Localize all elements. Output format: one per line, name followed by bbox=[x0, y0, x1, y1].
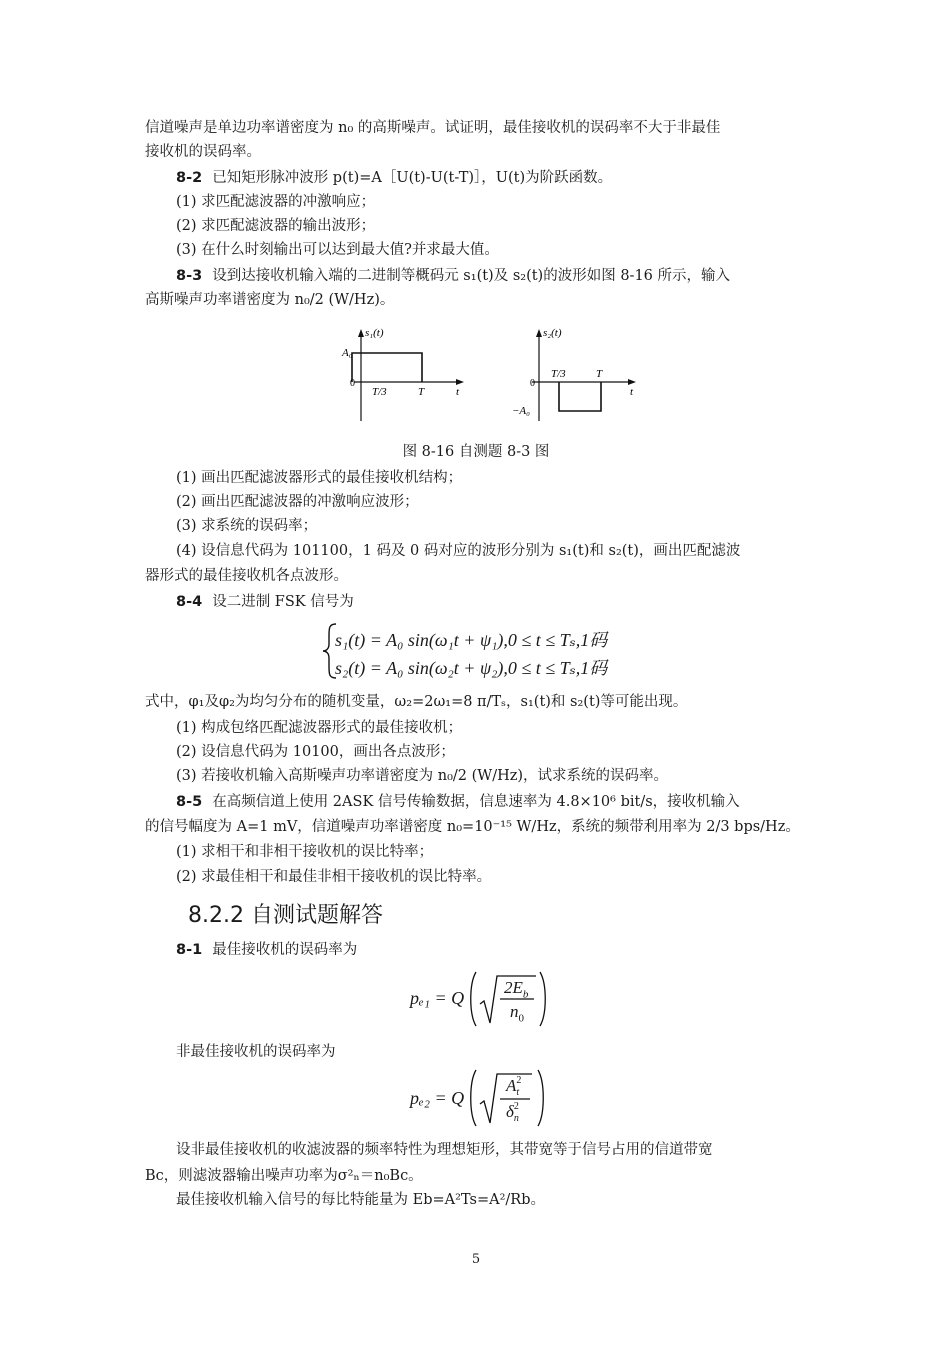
text-line: 设二进制 FSK 信号为 bbox=[212, 594, 354, 610]
text-line: (1) 构成包络匹配滤波器形式的最佳接收机； bbox=[176, 720, 463, 736]
denominator-text: n bbox=[510, 1002, 519, 1021]
text-line: (2) 设信息代码为 10100，画出各点波形； bbox=[176, 744, 455, 760]
problem-8-4 bbox=[176, 592, 810, 613]
text-line: 器形式的最佳接收机各点波形。 bbox=[145, 568, 348, 584]
figure-8-16 bbox=[330, 325, 650, 425]
problem-label: 8-5 bbox=[176, 794, 203, 810]
text-line: (2) 求最佳相干和最佳非相干接收机的误比特率。 bbox=[176, 869, 492, 885]
amp-neg-label: −A₀ bbox=[512, 405, 530, 417]
text-line: (4) 设信息代码为 101100，1 码及 0 码对应的波形分别为 s₁(t)和 s₂(t)，画出匹配滤波 bbox=[176, 543, 741, 559]
equation-fsk-s2: s₂(t) = A₀ sin(ω₂t + ψ₂),0 ≤ t ≤ Tₛ,1码 bbox=[335, 658, 608, 678]
x-axis-arrow bbox=[628, 379, 636, 385]
numerator-sub: t bbox=[516, 1087, 520, 1098]
text-line: 设到达接收机输入端的二进制等概码元 s₁(t)及 s₂(t)的波形如图 8-16 所示，输入 bbox=[212, 268, 731, 284]
text-line: (1) 求匹配滤波器的冲激响应； bbox=[176, 194, 376, 210]
x-axis-arrow bbox=[456, 379, 464, 385]
s2-pulse bbox=[559, 382, 601, 411]
equation-pe2 bbox=[410, 1066, 550, 1130]
text-line: (3) 若接收机输入高斯噪声功率谱密度为 n₀/2 (W/Hz)，试求系统的误码率。 bbox=[176, 768, 669, 784]
numerator bbox=[506, 1076, 524, 1096]
text-line: 最佳接收机输入信号的每比特能量为 Eb=A²Ts=A²/Rb。 bbox=[176, 1192, 545, 1208]
text-line: 高斯噪声功率谱密度为 n₀/2 (W/Hz)。 bbox=[145, 292, 395, 308]
numerator-sub: b bbox=[522, 988, 529, 1001]
s1-pulse bbox=[352, 353, 422, 382]
equation-pe1 bbox=[410, 968, 550, 1030]
text-line: 式中，φ₁及φ₂为均匀分布的随机变量，ω₂=2ω₁=8 π/Tₛ，s₁(t)和 s₂(t)等可能出现。 bbox=[145, 694, 688, 710]
problem-label: 8-4 bbox=[176, 594, 203, 610]
text-line: 设非最佳接收机的收滤波器的频率特性为理想矩形，其带宽等于信号占用的信道带宽 bbox=[176, 1142, 713, 1158]
numerator-text: A bbox=[506, 1076, 517, 1095]
equation-fsk-s1: s₁(t) = A₀ sin(ω₁t + ψ₁),0 ≤ t ≤ Tₛ,1码 bbox=[335, 630, 608, 650]
text-line: 最佳接收机的误码率为 bbox=[212, 942, 358, 958]
section-title: 8.2.2 自测试题解答 bbox=[188, 903, 383, 928]
page-number: 5 bbox=[471, 1252, 481, 1267]
numerator-sup: 2 bbox=[516, 1075, 522, 1086]
numerator-text: 2E bbox=[504, 978, 523, 997]
problem-label: 8-2 bbox=[176, 170, 203, 186]
text-line: 信道噪声是单边功率谱密度为 n₀ 的高斯噪声。试证明，最佳接收机的误码率不大于非最佳 bbox=[145, 120, 721, 136]
problem-8-3 bbox=[176, 266, 810, 287]
denominator-text: δ bbox=[506, 1102, 514, 1121]
tick-t3-label: T/3 bbox=[551, 368, 566, 380]
x-label: t bbox=[630, 386, 634, 398]
problem-8-5 bbox=[176, 792, 810, 813]
figure-caption: 图 8-16 自测题 8-3 图 bbox=[402, 444, 550, 460]
tick-t3-label: T/3 bbox=[372, 386, 387, 398]
s1-label: s₁(t) bbox=[365, 327, 384, 339]
x-label: t bbox=[456, 386, 460, 398]
denominator-sub: n bbox=[513, 1113, 519, 1124]
denominator-sub: 0 bbox=[518, 1012, 524, 1025]
tick-T-label: T bbox=[418, 386, 425, 398]
text-line: (3) 在什么时刻输出可以达到最大值?并求最大值。 bbox=[176, 242, 499, 258]
text-line: (1) 求相干和非相干接收机的误比特率； bbox=[176, 844, 434, 860]
y-axis-arrow bbox=[536, 329, 542, 337]
text-line: 已知矩形脉冲波形 p(t)=A［U(t)-U(t-T)］，U(t)为阶跃函数。 bbox=[212, 170, 613, 186]
text-line: 接收机的误码率。 bbox=[145, 144, 261, 160]
text-line: (2) 求匹配滤波器的输出波形； bbox=[176, 218, 376, 234]
problem-label: 8-1 bbox=[176, 942, 203, 958]
denominator-sup: 2 bbox=[513, 1101, 519, 1112]
text-line: 在高频信道上使用 2ASK 信号传输数据，信息速率为 4.8×10⁶ bit/s，接收机输入 bbox=[212, 794, 740, 810]
zero-label: 0 bbox=[350, 378, 355, 389]
problem-8-2 bbox=[176, 168, 810, 189]
numerator bbox=[504, 978, 528, 1000]
tick-T-label: T bbox=[596, 368, 603, 380]
text-line: (1) 画出匹配滤波器形式的最佳接收机结构； bbox=[176, 470, 463, 486]
equation-lhs: pₑ₁ = Q bbox=[410, 988, 465, 1008]
text-line: 的信号幅度为 A=1 mV，信道噪声功率谱密度 n₀=10⁻¹⁵ W/Hz，系统的频带利用率为 2/3 bps/Hz。 bbox=[145, 819, 800, 835]
y-axis-arrow bbox=[358, 329, 364, 337]
denominator bbox=[510, 1002, 524, 1024]
text-line: (3) 求系统的误码率； bbox=[176, 518, 318, 534]
amp-pos-label: A₀ bbox=[342, 347, 353, 359]
text-line: Bc，则滤波器输出噪声功率为σ²ₙ＝n₀Bc。 bbox=[145, 1168, 423, 1184]
denominator bbox=[506, 1102, 522, 1122]
equation-lhs: pₑ₂ = Q bbox=[410, 1088, 465, 1108]
problem-label: 8-3 bbox=[176, 268, 203, 284]
text-line: (2) 画出匹配滤波器的冲激响应波形； bbox=[176, 494, 419, 510]
zero-label: 0 bbox=[530, 378, 535, 389]
s2-label: s₂(t) bbox=[543, 327, 562, 339]
problem-8-1 bbox=[176, 940, 810, 961]
text-line: 非最佳接收机的误码率为 bbox=[176, 1044, 336, 1060]
